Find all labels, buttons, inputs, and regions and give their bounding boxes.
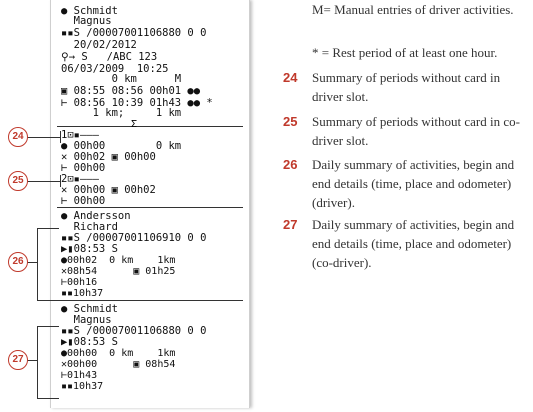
receipt-line: ▪▪10h37 xyxy=(61,381,104,392)
receipt-line: ⚲→ S /ABC 123 xyxy=(61,51,158,63)
receipt-line: ⊢ 00h00 xyxy=(61,195,106,207)
receipt-line: ✕00h00 ▣ 08h54 xyxy=(61,359,176,370)
callout-bracket-24 xyxy=(60,131,61,143)
receipt-line: ▶▮08:53 S xyxy=(61,243,118,255)
receipt-line: Richard xyxy=(61,221,118,233)
callout-leader-25 xyxy=(26,181,60,182)
callout-24: 24 xyxy=(8,127,28,147)
note-text: Daily summary of activities, begin and end details (time, place and odometer) (co-driver). xyxy=(312,217,515,270)
sigma-symbol: Σ xyxy=(131,119,138,130)
receipt-line: ▪▪10h37 xyxy=(61,288,104,299)
callout-bracket-27-top xyxy=(37,326,59,327)
receipt-line: ⊢01h43 xyxy=(61,370,98,381)
receipt-line: ●00h00 0 km 1km xyxy=(61,348,176,359)
receipt-line: 1⊡▪——— xyxy=(61,129,99,141)
receipt-line: 0 km M xyxy=(61,73,182,85)
callout-leader-24 xyxy=(26,137,60,138)
receipt-line: ●00h02 0 km 1km xyxy=(61,255,176,266)
receipt-line: Magnus xyxy=(61,314,112,326)
receipt-line: ● Schmidt xyxy=(61,5,118,17)
receipt-line: ⊢ 00h00 xyxy=(61,162,106,174)
note-text: Daily summary of activities, begin and end details (time, place and odometer) (driver). xyxy=(312,157,515,210)
receipt-line: ⊢ 08:56 10:39 01h43 ●● * xyxy=(61,97,213,109)
receipt-line: 2⊡▪——— xyxy=(61,173,99,185)
note-number: 27 xyxy=(283,217,298,232)
receipt-line: ▪▪S /00007001106910 0 0 xyxy=(61,232,207,244)
callout-27: 27 xyxy=(8,350,28,370)
receipt-line: 20/02/2012 xyxy=(61,39,137,51)
callout-25: 25 xyxy=(8,171,28,191)
receipt-line: ✕08h54 ▣ 01h25 xyxy=(61,266,176,277)
receipt-line: ● Schmidt xyxy=(61,303,118,315)
receipt-line: ▶▮08:53 S xyxy=(61,336,118,348)
receipt-line: ● 00h00 0 km xyxy=(61,140,182,152)
receipt-line: ⊢00h16 xyxy=(61,277,98,288)
callout-bracket-26-top xyxy=(37,228,59,229)
callout-bracket-27-bottom xyxy=(37,398,59,399)
note-rest-period: * = Rest period of at least one hour. xyxy=(312,45,498,60)
receipt-line: ✕ 00h00 ▣ 00h02 xyxy=(61,184,156,196)
receipt-line: ● Andersson xyxy=(61,210,131,222)
receipt-line: ✕ 00h02 ▣ 00h00 xyxy=(61,151,156,163)
callout-bracket-25 xyxy=(60,175,61,187)
note-text: Summary of periods without card in driver slot. xyxy=(312,70,501,104)
callout-bracket-26 xyxy=(37,228,38,300)
receipt-line: 06/03/2009 10:25 xyxy=(61,63,169,75)
receipt-line: Magnus xyxy=(61,15,112,27)
receipt-line: 1 km; 1 km xyxy=(61,107,182,119)
callout-bracket-26-bottom xyxy=(37,300,59,301)
receipt-line: ▪▪S /00007001106880 0 0 xyxy=(61,27,207,39)
note-number: 25 xyxy=(283,114,298,129)
callout-26: 26 xyxy=(8,252,28,272)
tachograph-printout xyxy=(50,0,250,408)
separator xyxy=(57,300,243,301)
separator xyxy=(57,126,243,127)
separator xyxy=(57,207,243,208)
receipt-line: ▣ 08:55 08:56 00h01 ●● xyxy=(61,85,201,97)
note-text: Summary of periods without card in co-driver slot. xyxy=(312,114,520,148)
note-number: 24 xyxy=(283,70,298,85)
callout-bracket-27 xyxy=(37,326,38,398)
note-number: 26 xyxy=(283,157,298,172)
note-manual-entries: M= Manual entries of driver activities. xyxy=(312,2,514,17)
receipt-line: ▪▪S /00007001106880 0 0 xyxy=(61,325,207,337)
